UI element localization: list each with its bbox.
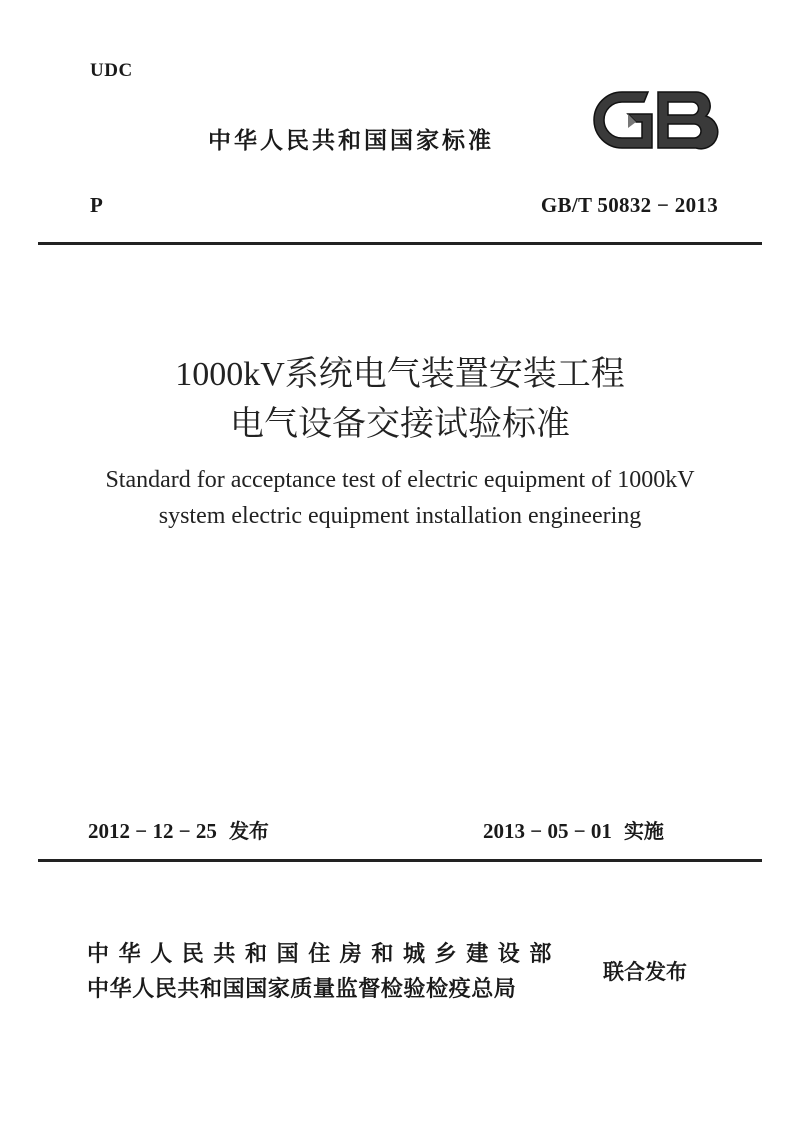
national-standard-label: 中华人民共和国国家标准 bbox=[208, 128, 494, 154]
issue-label: 发布 bbox=[228, 819, 269, 843]
implementation-label: 实施 bbox=[623, 819, 664, 843]
issuer-ministry-housing: 中华人民共和国住房和城乡建设部 bbox=[87, 942, 562, 967]
title-english bbox=[0, 462, 800, 534]
gb-logo-icon bbox=[592, 88, 720, 152]
issuer-aqsiq: 中华人民共和国国家质量监督检验检疫总局 bbox=[87, 977, 517, 1002]
gb-logo-graphic bbox=[592, 88, 720, 152]
bottom-divider bbox=[38, 859, 762, 862]
title-english-line2: system electric equipment installation engineering bbox=[158, 503, 642, 529]
classification-code: P bbox=[90, 193, 103, 217]
title-chinese-line1: 1000kV系统电气装置安装工程 bbox=[175, 356, 625, 393]
issue-date: 2012 − 12 − 25 bbox=[88, 819, 217, 843]
title-english-line1: Standard for acceptance test of electric equipment of 1000kV bbox=[105, 467, 695, 493]
implementation-date-block bbox=[483, 815, 664, 844]
title-chinese-line2: 电气设备交接试验标准 bbox=[230, 406, 570, 443]
top-divider bbox=[38, 242, 762, 245]
joint-issue-label: 联合发布 bbox=[603, 960, 687, 984]
title-chinese bbox=[0, 350, 800, 450]
issue-date-block bbox=[88, 815, 269, 844]
udc-label: UDC bbox=[90, 60, 133, 81]
standard-code: GB/T 50832 − 2013 bbox=[540, 193, 718, 217]
implementation-date: 2013 − 05 − 01 bbox=[483, 819, 612, 843]
